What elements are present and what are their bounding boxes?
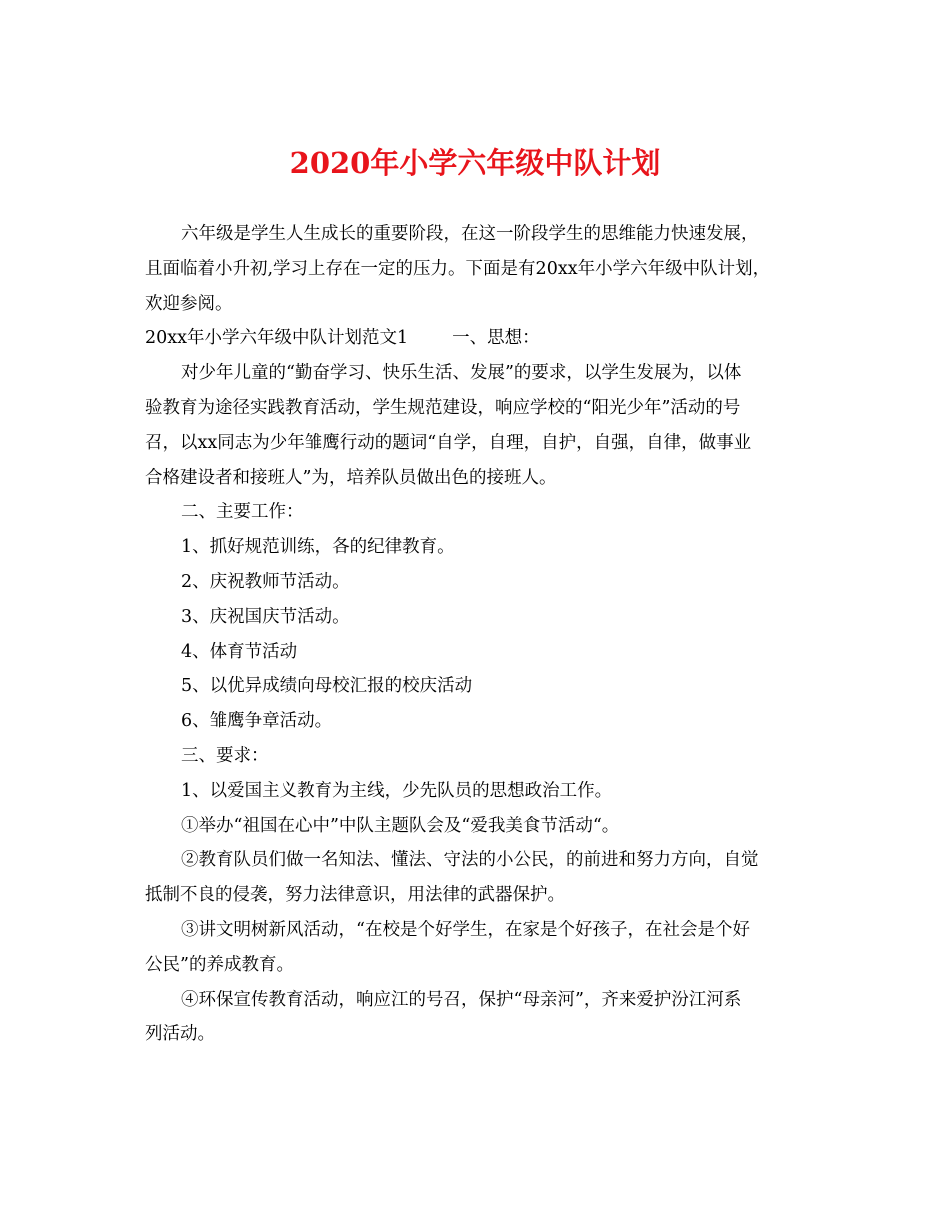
intro-line-2: 且面临着小升初,学习上存在一定的压力。下面是有20xx年小学六年级中队计划，	[145, 258, 771, 279]
intro-line-3: 欢迎参阅。	[145, 293, 233, 314]
thought-line-4: 合格建设者和接班人”为，培养队员做出色的接班人。	[145, 467, 557, 488]
work-item-6: 6、雏鹰争章活动。	[181, 711, 333, 732]
work-item-5: 5、以优异成绩向母校汇报的校庆活动	[181, 676, 473, 697]
section2-title: 二、主要工作：	[181, 502, 304, 523]
thought-line-1: 对少年儿童的“勤奋学习、快乐生活、发展”的要求，以学生发展为，以体	[181, 363, 742, 384]
work-item-3: 3、庆祝国庆节活动。	[181, 606, 350, 627]
work-item-1: 1、抓好规范训练，各的纪律教育。	[181, 537, 455, 558]
work-item-4: 4、体育节活动	[181, 641, 298, 662]
requirement-c-line-1: ③讲文明树新风活动，“在校是个好学生，在家是个好孩子，在社会是个好	[181, 919, 750, 940]
section3-title: 三、要求：	[181, 745, 269, 766]
requirement-d-line-1: ④环保宣传教育活动，响应江的号召，保护“母亲河”，齐来爱护汾江河系	[181, 989, 742, 1010]
section-heading-line	[145, 321, 810, 356]
section1-title: 一、思想：	[452, 328, 540, 349]
document-title: 2020年小学六年级中队计划	[289, 146, 661, 180]
intro-line-1: 六年级是学生人生成长的重要阶段，在这一阶段学生的思维能力快速发展，	[181, 224, 759, 244]
requirement-b-line-2: 抵制不良的侵袭，努力法律意识，用法律的武器保护。	[145, 885, 565, 906]
requirement-a: ①举办“祖国在心中”中队主题队会及“爱我美食节活动“。	[181, 815, 620, 836]
requirement-1: 1、以爱国主义教育为主线，少先队员的思想政治工作。	[181, 780, 613, 801]
document-body	[145, 217, 810, 1052]
requirement-d-line-2: 列活动。	[145, 1024, 215, 1045]
work-item-2: 2、庆祝教师节活动。	[181, 571, 350, 592]
requirement-b-line-1: ②教育队员们做一名知法、懂法、守法的小公民，的前进和努力方向，自觉	[181, 850, 759, 871]
section-heading: 20xx年小学六年级中队计划范文1	[145, 328, 409, 349]
requirement-c-line-2: 公民”的养成教育。	[145, 954, 294, 975]
thought-line-2: 验教育为途径实践教育活动，学生规范建设，响应学校的“阳光少年”活动的号	[145, 397, 741, 418]
thought-line-3: 召，以xx同志为少年雏鹰行动的题词“自学，自理，自护，自强，自律，做事业	[145, 432, 752, 453]
